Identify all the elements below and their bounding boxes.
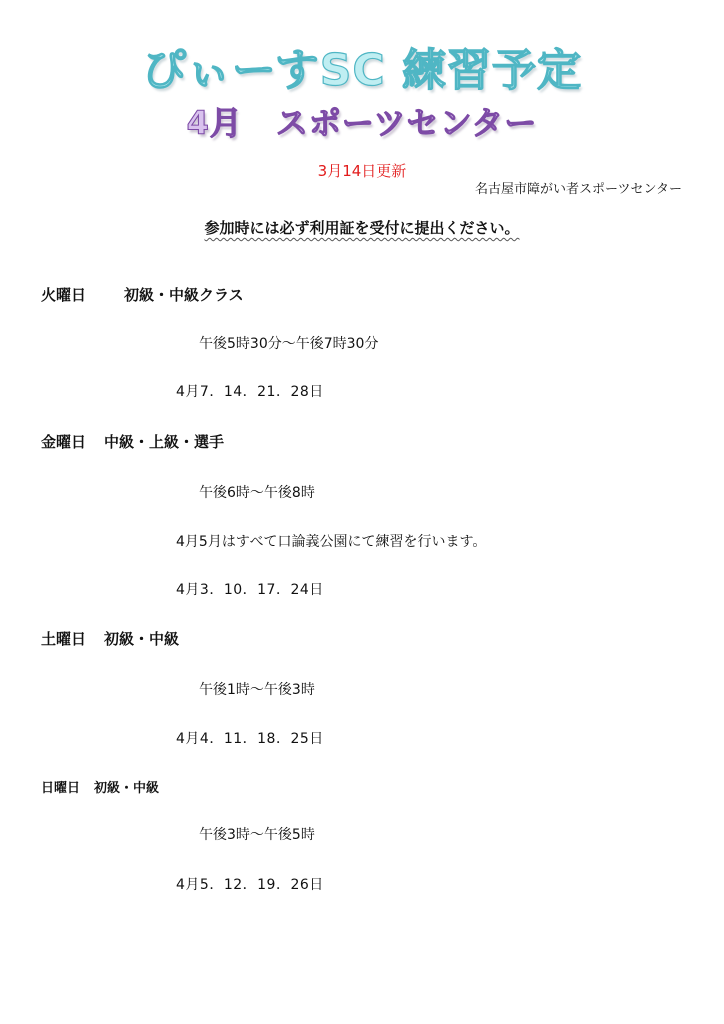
schedule-tuesday-time: 午後5時30分～午後7時30分: [199, 336, 379, 352]
day-label: 火曜日: [41, 286, 87, 304]
level-label: 初級・中級: [94, 781, 160, 796]
schedule-sunday-dates: 4月5．12．19．26日: [176, 877, 324, 893]
level-label: 初級・中級クラス: [124, 286, 244, 304]
schedule-friday-dates: 4月3．10．17．24日: [176, 582, 324, 598]
page-subtitle: 4月 スポーツセンター: [186, 104, 538, 142]
schedule-saturday-time: 午後1時～午後3時: [199, 682, 315, 698]
day-label: 金曜日: [41, 433, 87, 451]
schedule-tuesday-heading: [41, 284, 244, 305]
organizer-name: 名古屋市障がい者スポーツセンター: [475, 182, 682, 197]
day-label: 土曜日: [41, 630, 87, 648]
day-label: 日曜日: [41, 781, 81, 796]
level-label: 初級・中級: [104, 630, 180, 648]
notice: [0, 217, 724, 238]
schedule-friday-heading: [41, 431, 224, 452]
schedule-saturday-dates: 4月4．11．18．25日: [176, 731, 324, 747]
schedule-friday-note: 4月5月はすべて口論義公園にて練習を行います。: [176, 534, 487, 550]
update-date: 3月14日更新: [317, 162, 407, 180]
page-title: ぴぃーすSC 練習予定: [141, 45, 583, 96]
level-label: 中級・上級・選手: [104, 433, 225, 451]
schedule-sunday-time: 午後3時～午後5時: [199, 827, 315, 843]
schedule-saturday-heading: [41, 628, 179, 649]
notice-text: 参加時には必ず利用証を受付に提出ください。: [204, 219, 520, 237]
schedule-sunday-heading: [41, 777, 159, 796]
schedule-friday-time: 午後6時～午後8時: [199, 485, 315, 501]
schedule-tuesday-dates: 4月7．14．21．28日: [176, 384, 324, 400]
